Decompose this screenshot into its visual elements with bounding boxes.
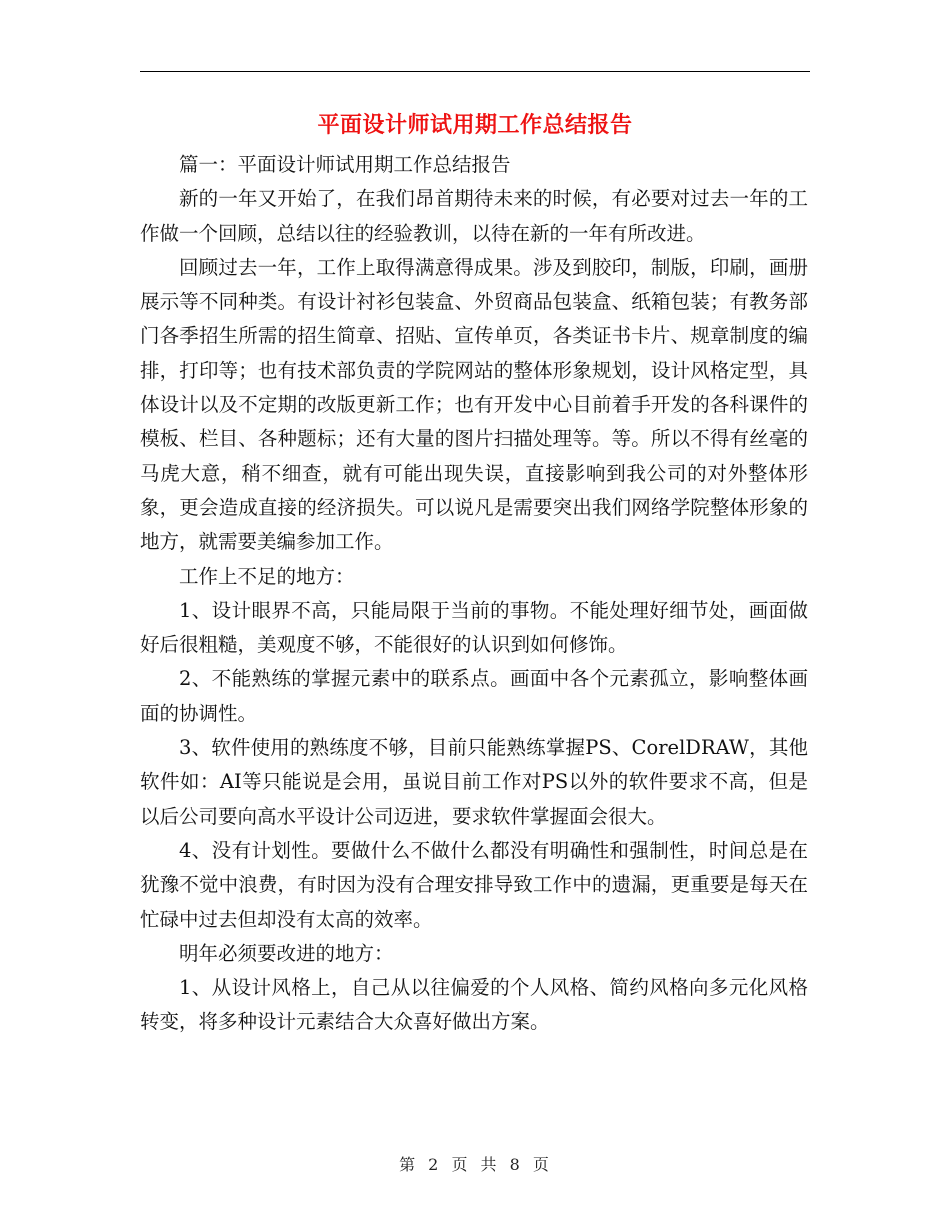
shortcoming-item-1: 1、设计眼界不高，只能局限于当前的事物。不能处理好细节处，画面做好后很粗糙，美观度不够，不能很好的认识到如何修饰。	[140, 598, 808, 657]
document-title: 平面设计师试用期工作总结报告	[317, 112, 633, 138]
shortcoming-item-2: 2、不能熟练的掌握元素中的联系点。画面中各个元素孤立，影响整体画面的协调性。	[140, 667, 808, 725]
shortcomings-heading: 工作上不足的地方：	[179, 564, 355, 588]
paragraph-review: 回顾过去一年，工作上取得满意得成果。涉及到胶印，制版，印刷，画册展示等不同种类。有设计衬衫包装盒、外贸商品包装盒、纸箱包装；有教务部门各季招生所需的招生简章、招贴、宣传单页，各类证书卡片、规章制度的编排，打印等；也有技术部负责的学院网站的整体形象规划，设计风格定型，具体设计以及不定期的改版更新工作；也有开发中心目前着手开发的各科课件的模板、栏目、各种题标；还有大量的图片扫描处理等。等。所以不得有丝毫的马虎大意，稍不细查，就有可能出现失误，直接影响到我公司的对外整体形象，更会造成直接的经济损失。可以说凡是需要突出我们网络学院整体形象的地方，就需要美编参加工作。	[140, 255, 808, 554]
shortcoming-item-4: 4、没有计划性。要做什么不做什么都没有明确性和强制性，时间总是在犹豫不觉中浪费，有时因为没有合理安排导致工作中的遗漏，更重要是每天在忙碌中过去但却没有太高的效率。	[140, 838, 808, 931]
header-rule	[140, 71, 810, 72]
section-heading: 篇一：平面设计师试用期工作总结报告	[179, 153, 511, 176]
shortcoming-item-3: 3、软件使用的熟练度不够，目前只能熟练掌握PS、CorelDRAW，其他软件如：AI等只能说是会用，虽说目前工作对PS以外的软件要求不高，但是以后公司要向高水平设计公司迈进，要求软件掌握面会很大。	[140, 736, 808, 828]
paragraph-intro: 新的一年又开始了，在我们昂首期待未来的时候，有必要对过去一年的工作做一个回顾，总结以往的经验教训，以待在新的一年有所改进。	[140, 187, 808, 245]
improvement-item-1: 1、从设计风格上，自己从以往偏爱的个人风格、简约风格向多元化风格转变，将多种设计元素结合大众喜好做出方案。	[140, 976, 808, 1034]
improvements-heading: 明年必须要改进的地方：	[179, 941, 394, 965]
document-body	[140, 148, 808, 1040]
page-number: 第 2 页 共 8 页	[399, 1155, 551, 1174]
